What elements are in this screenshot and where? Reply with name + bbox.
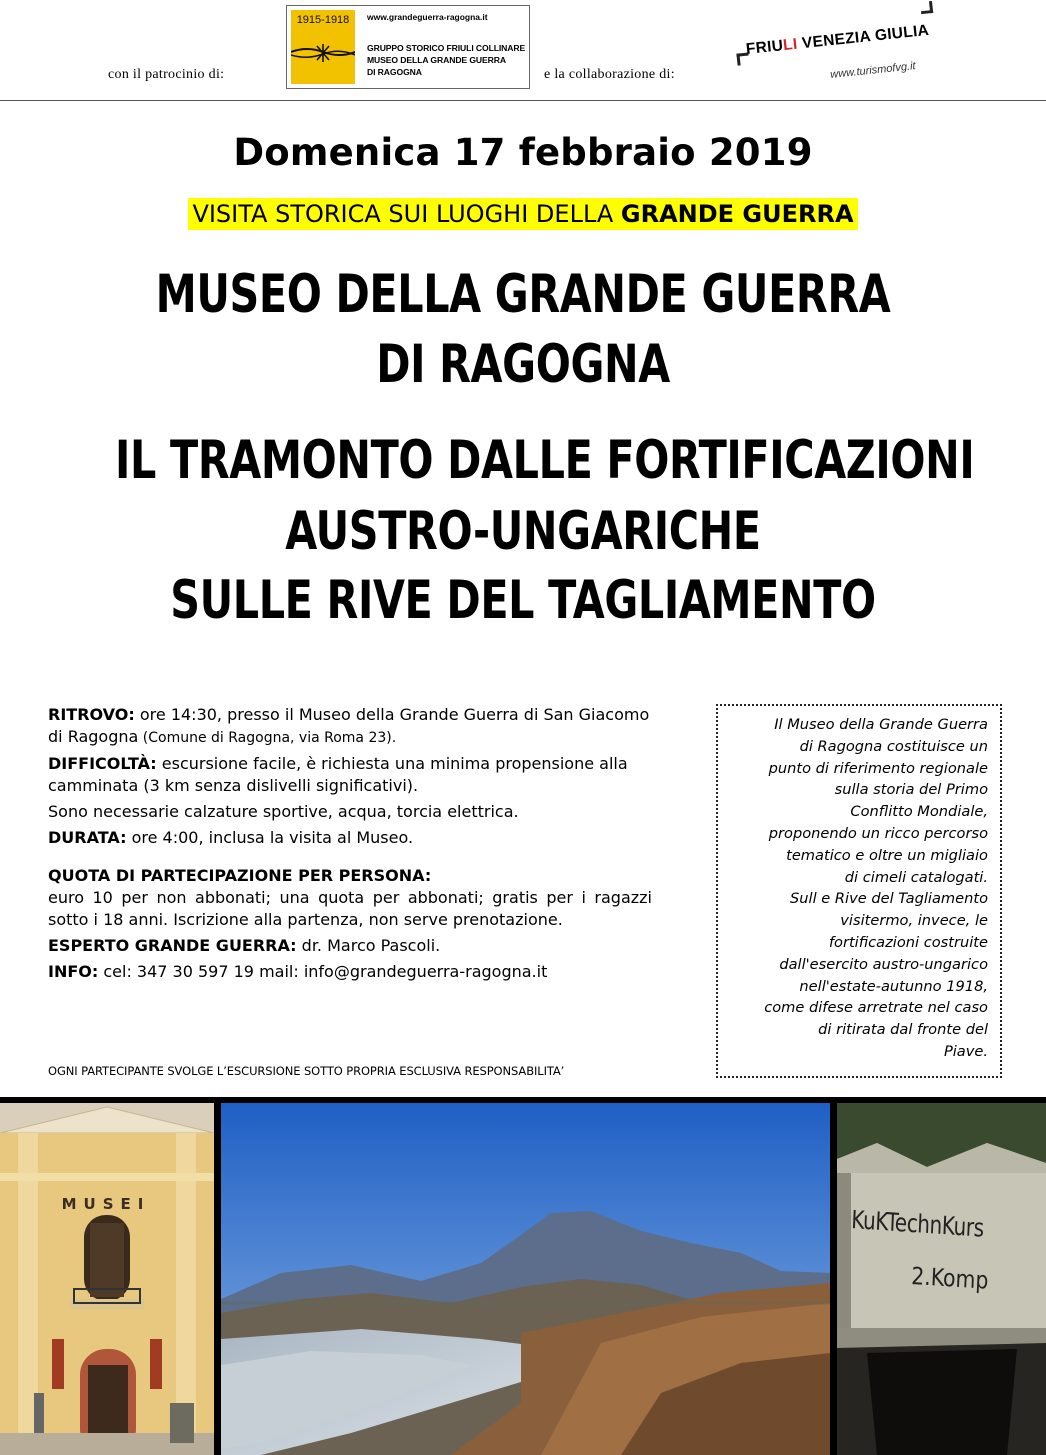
quota-paragraph: [48, 865, 652, 887]
subtitle-line-3: SULLE RIVE DEL TAGLIAMENTO: [170, 570, 876, 631]
visit-highlight: [188, 198, 857, 230]
gruppo-storico-logo: [286, 5, 530, 89]
visit-bold: GRANDE GUERRA: [620, 200, 854, 228]
durata-text: ore 4:00, inclusa la visita al Museo.: [126, 828, 414, 847]
logo-line-1: GRUPPO STORICO FRIULI COLLINARE: [367, 43, 526, 53]
event-date: Domenica 17 febbraio 2019: [233, 131, 813, 174]
title-line-1: MUSEO DELLA GRANDE GUERRA: [155, 264, 891, 325]
sidebox-line: dall'esercito austro-ungarico: [779, 955, 988, 973]
logo-years: 1915-1918: [296, 14, 350, 26]
sidebox-line: Piave.: [943, 1042, 988, 1060]
subtitle-line-1: IL TRAMONTO DALLE FORTIFICAZIONI: [115, 430, 975, 491]
durata-paragraph: [48, 827, 652, 849]
spacer: [48, 853, 652, 865]
barbed-wire-icon: [291, 36, 355, 66]
fvg-name-part: LI: [782, 35, 799, 55]
durata-label: DURATA:: [48, 828, 127, 847]
quota-text: euro 10 per non abbonati; una quota per abbonati; gratis per i ragazzi sotto i 18 anni. Iscrizione alla partenza, non serve prenotazione.: [48, 888, 652, 929]
esperto-paragraph: [48, 935, 652, 957]
logo-line-3: DI RAGOGNA: [367, 67, 422, 77]
esperto-text: dr. Marco Pascoli.: [296, 936, 441, 955]
sidebox-line: fortificazioni costruite: [828, 933, 988, 951]
sidebox-line: di Ragogna costituisce un: [799, 737, 988, 755]
info-contacts: cel: 347 30 597 19 mail: info@grandeguerra-ragogna.it: [98, 962, 548, 981]
info-paragraph: [48, 961, 652, 983]
fvg-name-part: FRIU: [745, 37, 785, 59]
patrocinio-label: con il patrocinio di:: [108, 67, 225, 82]
fvg-name-part: VE: [796, 32, 825, 53]
museum-building-image: [0, 1103, 214, 1455]
museum-description-box: [716, 704, 1002, 1078]
equipment-text: Sono necessarie calzature sportive, acqua, torcia elettrica.: [48, 802, 519, 821]
fvg-name-part: NEZIA GIULIA: [822, 21, 930, 50]
fvg-logo: [733, 5, 943, 95]
visit-prefix: VISITA STORICA SUI LUOGHI DELLA: [192, 200, 621, 228]
sidebox-line: Il Museo della Grande Guerra: [774, 716, 988, 733]
difficolta-paragraph: [48, 753, 652, 797]
sidebox-line: Sull e Rive del Tagliamento: [790, 890, 988, 908]
sidebox-line: sulla storia del Primo: [834, 781, 988, 799]
subtitle-line-2: AUSTRO-UNGARICHE: [285, 501, 761, 562]
sidebox-line: nell'estate-autunno 1918,: [799, 977, 988, 995]
landscape-image: [221, 1103, 830, 1455]
collaborazione-label: e la collaborazione di:: [544, 67, 675, 82]
sidebox-line: Conflitto Mondiale,: [850, 803, 988, 821]
disclaimer: OGNI PARTECIPANTE SVOLGE L’ESCURSIONE SOTTO PROPRIA ESCLUSIVA RESPONSABILITA’: [48, 1064, 565, 1078]
sidebox-line: visitermo, invece, le: [840, 912, 988, 930]
info-label: INFO:: [48, 962, 99, 981]
esperto-label: ESPERTO GRANDE GUERRA:: [48, 936, 297, 955]
sidebox-line: di cimeli catalogati.: [844, 868, 988, 886]
quota-label: QUOTA DI PARTECIPAZIONE PER PERSONA:: [48, 866, 432, 885]
sidebox-line: tematico e oltre un migliaio: [786, 846, 988, 864]
logo-text: [367, 42, 525, 78]
ritrovo-paragraph: [48, 704, 652, 749]
header: [0, 0, 1046, 101]
museum-sign: MUSEI: [61, 1195, 151, 1213]
difficolta-label: DIFFICOLTÀ:: [48, 754, 157, 773]
sidebox-line: come difese arretrate nel caso: [764, 999, 988, 1017]
difficolta-text: escursione facile, è richiesta una minima propensione alla camminata (3 km senza dislivelli significativi).: [48, 754, 628, 795]
museum-building-photo: [0, 1103, 214, 1455]
ritrovo-note: (Comune di Ragogna, via Roma 23).: [138, 730, 397, 746]
inscription-line-1: KuKTechnKurs: [850, 1205, 985, 1243]
ritrovo-text: ore 14:30, presso il Museo della Grande Guerra di San Giacomo di Ragogna: [48, 705, 650, 746]
sidebox-line: proponendo un ricco percorso: [768, 824, 988, 842]
title-line-2: DI RAGOGNA: [376, 334, 670, 395]
sidebox-line: punto di riferimento regionale: [768, 759, 988, 777]
visit-banner: [0, 198, 1046, 230]
logo-line-2: MUSEO DELLA GRANDE GUERRA: [367, 55, 506, 65]
inscription-line-2: 2.Komp: [910, 1262, 990, 1295]
event-info: [48, 704, 652, 987]
logo-url: www.grandeguerra-ragogna.it: [367, 12, 488, 22]
ritrovo-label: RITROVO:: [48, 705, 135, 724]
fvg-url: www.turismofvg.it: [829, 60, 917, 81]
sidebox-line: di ritirata dal fronte del: [818, 1021, 988, 1039]
tagliamento-landscape-photo: [221, 1103, 830, 1455]
fvg-corner-icon: [920, 1, 933, 14]
